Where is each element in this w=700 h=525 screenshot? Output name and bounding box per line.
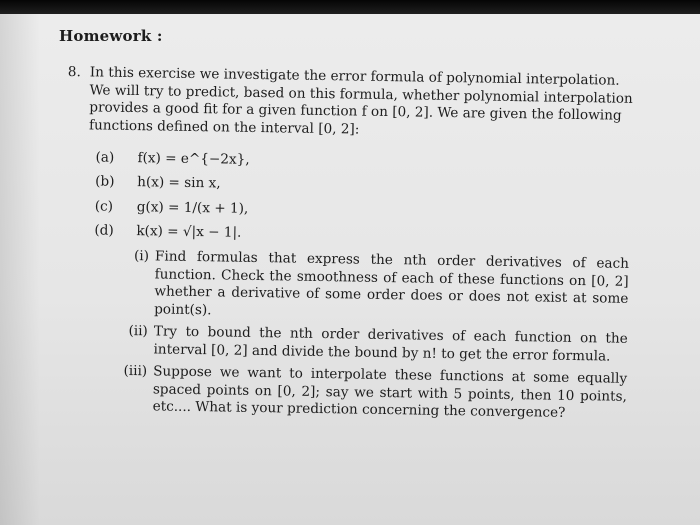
problem-number: 8. (67, 64, 81, 81)
task-list (120, 248, 635, 424)
problem-8 (62, 64, 638, 428)
function-formula: g(x) = 1/(x + 1), (136, 198, 249, 217)
page-shadow (0, 14, 40, 525)
function-formula: f(x) = e^{−2x}, (137, 149, 250, 168)
task-label: (iii) (123, 362, 148, 380)
function-formula: k(x) = √|x − 1|. (136, 223, 242, 241)
task-text: Suppose we want to interpolate these functions at some equally spaced points on [0, 2]; say we start with 5 points, then 10 points, etc.... What is your prediction concerning the convergence? (152, 363, 628, 421)
function-label: (c) (94, 197, 114, 215)
task-label: (ii) (128, 322, 148, 340)
function-label: (b) (95, 173, 115, 190)
function-label: (a) (95, 148, 115, 166)
task-item (122, 248, 635, 326)
task-text: Find formulas that express the nth order derivatives of each function. Check the smoothness of each of these functions on [0, 2] whether a derivative of some order does or does not exist at some point(s). (154, 248, 630, 318)
function-formula: h(x) = sin x, (137, 174, 221, 192)
task-item (120, 363, 633, 424)
task-text: Try to bound the nth order derivatives of each function on the interval [0, 2] and divide the bound by n! to get the error formula. (153, 323, 628, 365)
problem-intro: In this exercise we investigate the error formula of polynomial interpolation. We will try to predict, based on this formula, whether polynomial interpolation provides a good fit for a given function f on [0, 2]. We are given the following functions defined on the interval [0, 2]: (88, 64, 633, 138)
top-dark-edge (0, 0, 700, 14)
homework-heading: Homework : (59, 27, 163, 45)
task-label: (i) (133, 248, 150, 265)
function-list (94, 145, 636, 251)
function-label: (d) (94, 222, 114, 239)
task-item (121, 323, 633, 366)
